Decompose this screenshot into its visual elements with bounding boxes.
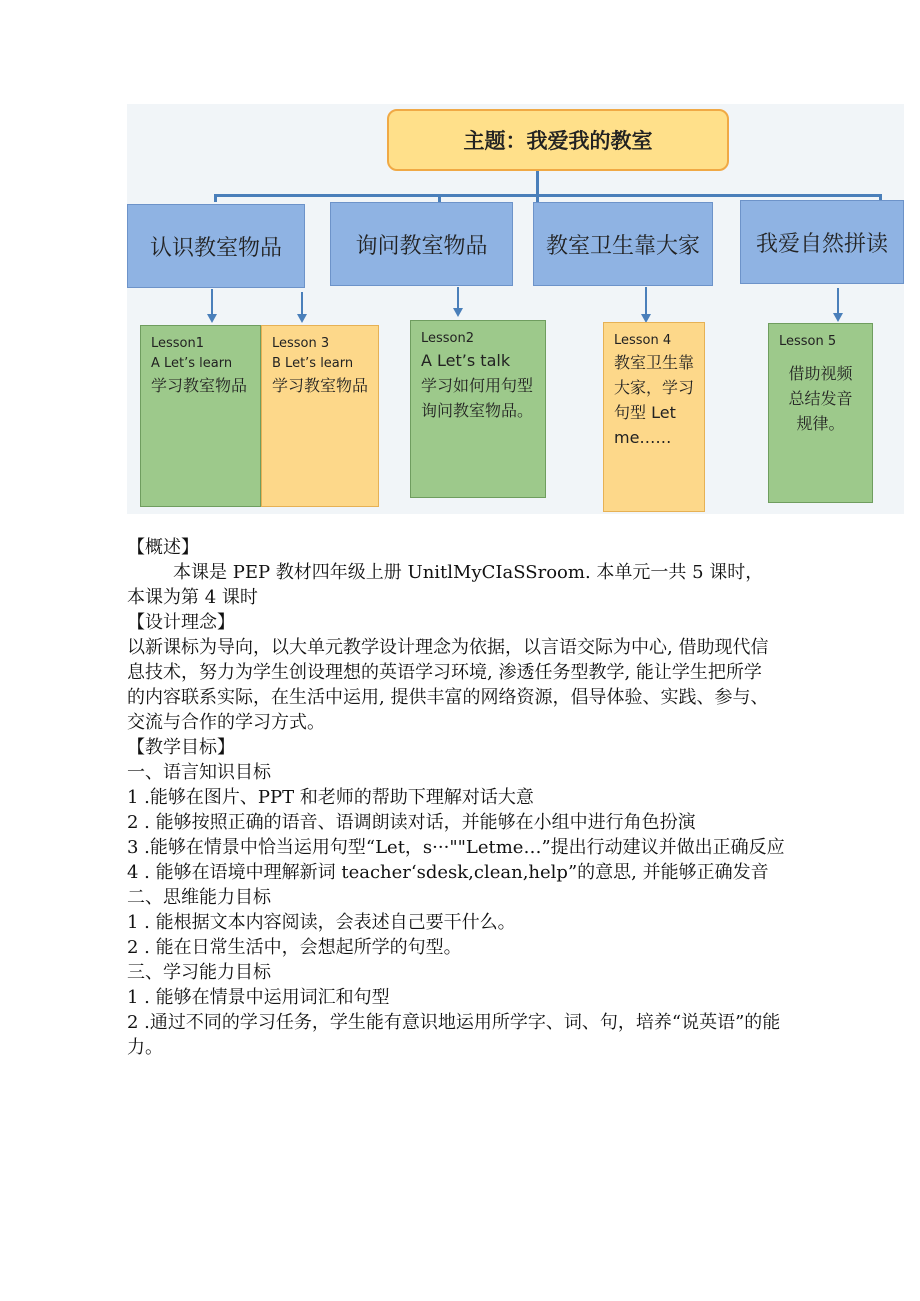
arrow-head-5: [833, 313, 843, 322]
arrow-line-5: [837, 288, 839, 316]
lesson-card-2-line2: 学习教室物品: [272, 376, 369, 396]
lesson-card-5-title: Lesson 5: [779, 334, 837, 349]
lesson-card-1-title: Lesson1: [151, 336, 205, 351]
lesson-card-1-line2: 学习教室物品: [151, 376, 248, 396]
concept-text: 以新课标为导向，以大单元教学设计理念为依据，以言语交际为中心, 借助现代信息技术，努力为学生创设理想的英语学习环境, 渗透任务型教学, 能让学生把所学的内容联系实际，在生活中运用, 提供丰富的网络资源，倡导体验、实践、参与、交流与合作的学习方式。: [127, 637, 769, 733]
goal-1-4: 4 . 能够在语境中理解新词 teacher‘sdesk,clean,help”的意思, 并能够正确发音: [127, 862, 769, 883]
goal-1-3: 3 .能够在情景中恰当运用句型“Let，s···""Letme…”提出行动建议并做出正确反应: [127, 837, 785, 858]
connector-bar: [214, 194, 881, 197]
unit-diagram: [127, 104, 904, 514]
lesson-card-2: [261, 325, 379, 507]
topic-box: 主题：我爱我的教室: [387, 109, 729, 171]
lesson-card-5: [768, 323, 873, 503]
lesson-card-1-line1: A Let’s learn: [151, 356, 233, 372]
lesson-card-3-line2: 学习如何用句型询问教室物品。: [421, 375, 534, 420]
arrow-line-1: [211, 289, 213, 317]
lesson-card-5-line1: 借助视频总结发音规律。: [788, 364, 853, 433]
goal-1-1: 1 .能够在图片、PPT 和老师的帮助下理解对话大意: [127, 787, 534, 808]
lesson-card-3: [410, 320, 546, 498]
lesson-card-4-title: Lesson 4: [614, 333, 672, 348]
goal-1-2: 2 . 能够按照正确的语音、语调朗读对话，并能够在小组中进行角色扮演: [127, 812, 696, 833]
connector-drop-1: [214, 194, 217, 202]
document-body: [127, 535, 787, 1060]
connector-stem: [536, 171, 539, 196]
arrow-head-3: [453, 308, 463, 317]
concept-heading: 【设计理念】: [127, 612, 235, 633]
overview-line-1: 本课是 PEP 教材四年级上册 UnitlMyCIaSSroom. 本单元一共 5 课时，: [173, 562, 764, 583]
section-1-heading: 一、语言知识目标: [127, 762, 271, 783]
lesson-card-4: [603, 322, 705, 512]
lesson-card-1: [140, 325, 261, 507]
category-box-4: 我爱自然拼读: [740, 200, 904, 284]
lesson-card-2-line1: B Let’s learn: [272, 356, 354, 372]
lesson-card-4-line1: 教室卫生靠大家，学习句型 Let me……: [614, 353, 695, 447]
overview-heading: 【概述】: [127, 537, 199, 558]
category-box-1: 认识教室物品: [127, 204, 305, 288]
section-3-heading: 三、学习能力目标: [127, 962, 271, 983]
goal-2-1: 1 . 能根据文本内容阅读，会表述自己要干什么。: [127, 912, 516, 933]
lesson-card-2-title: Lesson 3: [272, 336, 330, 351]
arrow-head-1: [207, 314, 217, 323]
goal-3-1: 1 . 能够在情景中运用词汇和句型: [127, 987, 390, 1008]
connector-drop-2: [438, 194, 441, 202]
goals-heading: 【教学目标】: [127, 737, 235, 758]
connector-drop-3: [536, 194, 539, 202]
section-2-heading: 二、思维能力目标: [127, 887, 271, 908]
overview-line-2: 本课为第 4 课时: [127, 587, 258, 608]
arrow-head-2: [297, 314, 307, 323]
arrow-line-4: [645, 287, 647, 317]
lesson-card-3-line1: A Let’s talk: [421, 351, 511, 371]
goal-3-2: 2 .通过不同的学习任务，学生能有意识地运用所学字、词、句，培养“说英语”的能力。: [127, 1012, 781, 1058]
category-box-2: 询问教室物品: [330, 202, 513, 286]
category-box-3: 教室卫生靠大家: [533, 202, 713, 286]
goal-2-2: 2 . 能在日常生活中，会想起所学的句型。: [127, 937, 462, 958]
lesson-card-3-title: Lesson2: [421, 331, 475, 346]
